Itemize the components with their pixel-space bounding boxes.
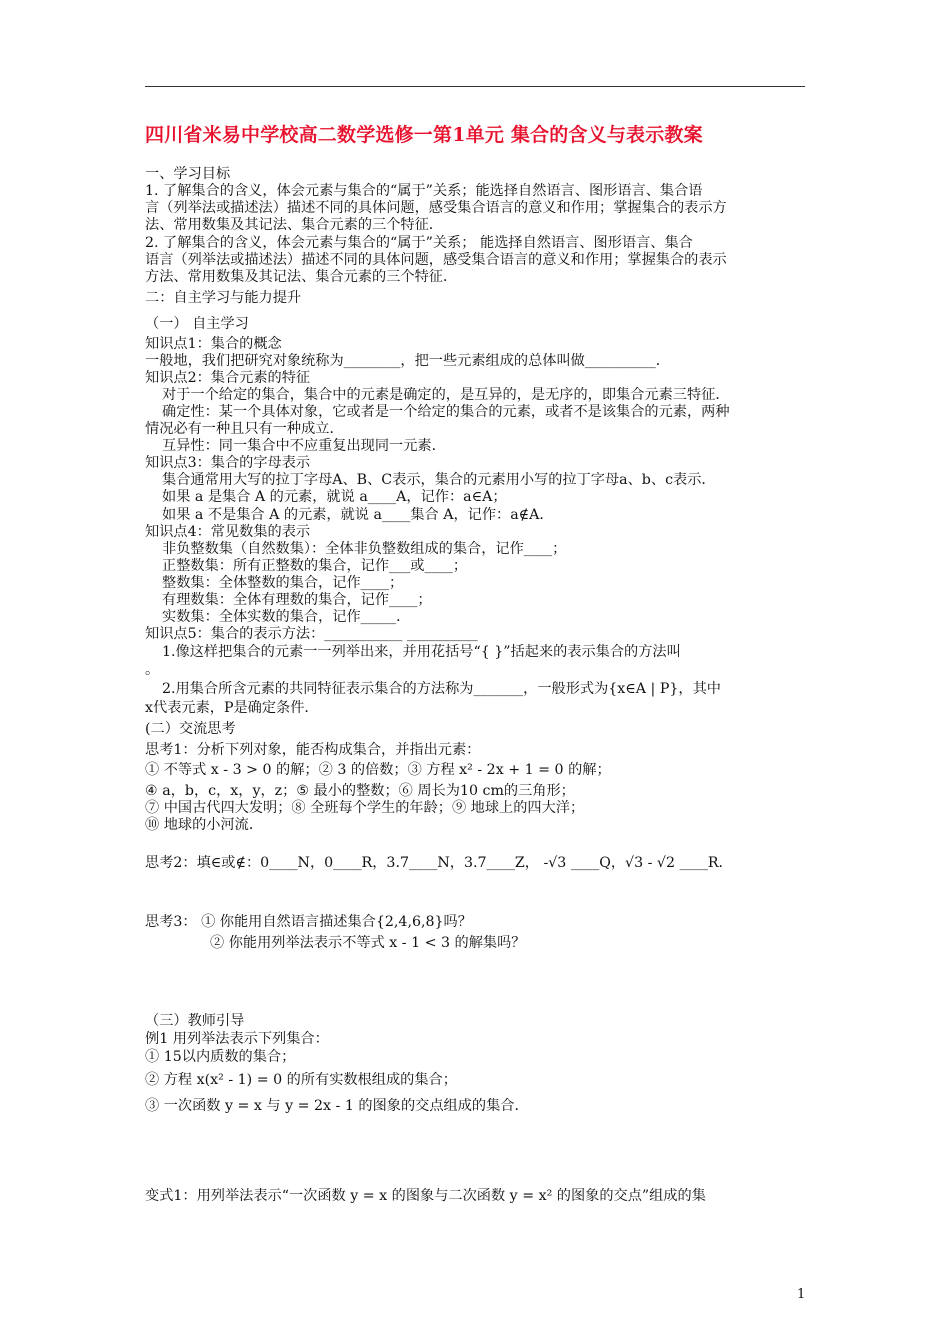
paragraph-line: 方法、常用数集及其记法、集合元素的三个特征．	[145, 269, 458, 285]
knowledge-point-heading: 知识点3：集合的字母表示	[145, 455, 311, 471]
question-line: ② 你能用列举法表示不等式 x - 1 < 3 的解集吗？	[210, 935, 526, 951]
knowledge-point-heading: 知识点5：集合的表示方法：___________ __________	[145, 626, 478, 642]
paragraph-line: x代表元素，P是确定条件．	[145, 700, 319, 716]
subsection-heading: (二）交流思考	[145, 721, 236, 737]
subsection-heading: （一） 自主学习	[145, 316, 249, 332]
page-number: 1	[797, 1287, 806, 1302]
paragraph-line: 如果 a 是集合 A 的元素，就说 a____A，记作：a∈A；	[162, 489, 507, 505]
question-line: 思考1：分析下列对象，能否构成集合，并指出元素：	[145, 742, 481, 758]
paragraph-line: 语言（列举法或描述法）描述不同的具体问题，感受集合语言的意义和作用；掌握集合的表示	[145, 252, 727, 268]
document-title: 四川省米易中学校高二数学选修一第1单元 集合的含义与表示教案	[145, 124, 703, 146]
paragraph-line: 非负整数集（自然数集）：全体非负整数组成的集合，记作____；	[162, 541, 567, 557]
question-line: ⑩ 地球的小河流．	[145, 817, 264, 833]
question-line: ⑦ 中国古代四大发明；⑧ 全班每个学生的年龄；⑨ 地球上的四大洋；	[145, 800, 585, 816]
knowledge-point-heading: 知识点4：常见数集的表示	[145, 524, 311, 540]
paragraph-line: 2.用集合所含元素的共同特征表示集合的方法称为_______，一般形式为{x∈A | P}，其中	[162, 681, 721, 697]
paragraph-line: 一般地，我们把研究对象统称为________，把一些元素组成的总体叫做__________．	[145, 353, 670, 369]
section-heading: 一、学习目标	[145, 166, 231, 182]
question-line: 思考2：填∈或∉：0____N，0____R，3.7____N，3.7____Z， -√3 ____Q，√3 - √2 ____R．	[145, 855, 733, 871]
question-line: 思考3： ① 你能用自然语言描述集合{2,4,6,8}吗？	[145, 914, 472, 930]
paragraph-line: 正整数集：所有正整数的集合，记作___或____；	[162, 558, 468, 574]
subsection-heading: （三）教师引导	[145, 1013, 245, 1029]
knowledge-point-heading: 知识点2：集合元素的特征	[145, 370, 311, 386]
example-heading: 例1 用列举法表示下列集合：	[145, 1031, 329, 1047]
paragraph-line: 1.像这样把集合的元素一一列举出来，并用花括号“{ }”括起来的表示集合的方法叫	[162, 644, 681, 660]
paragraph-line: 法、常用数集及其记法、集合元素的三个特征．	[145, 217, 443, 233]
paragraph-line: 实数集：全体实数的集合，记作_____．	[162, 609, 411, 625]
paragraph-line: 。	[145, 662, 160, 678]
header-rule	[145, 86, 805, 87]
example-item: ② 方程 x(x² - 1) = 0 的所有实数根组成的集合；	[145, 1072, 457, 1088]
paragraph-line: 言（列举法或描述法）描述不同的具体问题，感受集合语言的意义和作用；掌握集合的表示方	[145, 200, 727, 216]
paragraph-line: 集合通常用大写的拉丁字母A、B、C表示，集合的元素用小写的拉丁字母a、b、c表示．	[162, 472, 716, 488]
paragraph-line: 2. 了解集合的含义，体会元素与集合的“属于”关系； 能选择自然语言、图形语言、集合	[145, 235, 693, 251]
example-item: ③ 一次函数 y = x 与 y = 2x - 1 的图象的交点组成的集合．	[145, 1098, 529, 1114]
paragraph-line: 1. 了解集合的含义，体会元素与集合的“属于”关系；能选择自然语言、图形语言、集合语	[145, 183, 703, 199]
paragraph-line: 有理数集：全体有理数的集合，记作____；	[162, 592, 432, 608]
paragraph-line: 确定性：某一个具体对象，它或者是一个给定的集合的元素，或者不是该集合的元素，两种	[162, 404, 730, 420]
example-item: ① 15以内质数的集合；	[145, 1049, 296, 1065]
paragraph-line: 整数集：全体整数的集合，记作____；	[162, 575, 404, 591]
paragraph-line: 互异性：同一集合中不应重复出现同一元素．	[162, 438, 446, 454]
paragraph-line: 如果 a 不是集合 A 的元素，就说 a____集合 A，记作：a∉A．	[162, 507, 554, 523]
paragraph-line: 情况必有一种且只有一种成立．	[145, 421, 344, 437]
section-heading: 二：自主学习与能力提升	[145, 290, 302, 306]
question-line: ④ a，b，c，x，y，z；⑤ 最小的整数；⑥ 周长为10 cm的三角形；	[145, 783, 575, 799]
question-line: ① 不等式 x - 3 > 0 的解；② 3 的倍数；③ 方程 x² - 2x + 1 = 0 的解；	[145, 762, 611, 778]
knowledge-point-heading: 知识点1：集合的概念	[145, 336, 282, 352]
paragraph-line: 对于一个给定的集合，集合中的元素是确定的，是互异的，是无序的，即集合元素三特征．	[162, 387, 730, 403]
variant-question: 变式1：用列举法表示“一次函数 y = x 的图象与二次函数 y = x² 的图象的交点”组成的集	[145, 1188, 706, 1204]
